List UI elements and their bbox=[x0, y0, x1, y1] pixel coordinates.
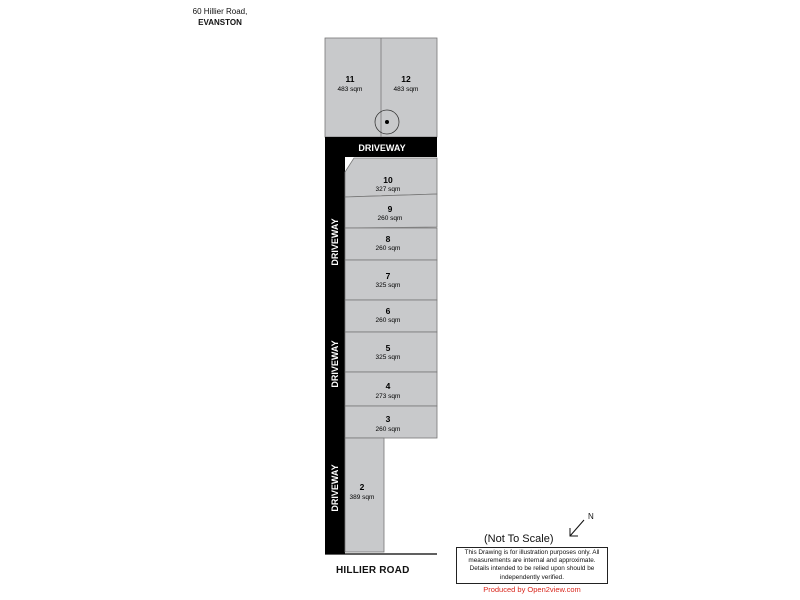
lot-9-number: 9 bbox=[387, 204, 393, 214]
lot-3 bbox=[345, 406, 437, 438]
disclaimer-box: This Drawing is for illustration purposes only. All measurements are internal and approximate. Details intended to be relied upon should be independently verified. bbox=[456, 547, 608, 584]
lot-5-number: 5 bbox=[385, 343, 391, 353]
address-street: 60 Hillier Road, bbox=[192, 7, 248, 16]
credit-text: Produced by Open2view.com bbox=[483, 585, 581, 594]
tree-dot bbox=[385, 120, 389, 124]
north-label: N bbox=[588, 512, 594, 521]
address-suburb: EVANSTON bbox=[198, 18, 242, 27]
north-arrow-icon bbox=[566, 510, 600, 540]
lot-11-area: 483 sqm bbox=[337, 86, 363, 93]
road-name: HILLIER ROAD bbox=[336, 565, 410, 576]
driveway-label-top: DRIVEWAY bbox=[358, 143, 406, 153]
lot-4-number: 4 bbox=[385, 381, 391, 391]
lot-4-area: 273 sqm bbox=[375, 393, 401, 400]
lot-8-number: 8 bbox=[385, 234, 391, 244]
lot-11-number: 11 bbox=[345, 74, 355, 84]
lot-7-area: 325 sqm bbox=[375, 282, 401, 289]
scale-note: (Not To Scale) bbox=[484, 533, 554, 545]
lot-7 bbox=[345, 260, 437, 300]
lot-4 bbox=[345, 372, 437, 406]
lot-10-area: 327 sqm bbox=[375, 186, 401, 193]
lot-12-number: 12 bbox=[401, 74, 411, 84]
lot-7-number: 7 bbox=[385, 271, 391, 281]
lot-6 bbox=[345, 300, 437, 332]
lot-8-area: 260 sqm bbox=[375, 245, 401, 252]
lot-6-area: 260 sqm bbox=[375, 317, 401, 324]
lot-10-number: 10 bbox=[383, 175, 393, 185]
lot-9-area: 260 sqm bbox=[377, 215, 403, 222]
lot-6-number: 6 bbox=[385, 306, 391, 316]
lot-2-number: 2 bbox=[359, 482, 365, 492]
lot-3-number: 3 bbox=[385, 414, 391, 424]
lot-5 bbox=[345, 332, 437, 372]
lot-5-area: 325 sqm bbox=[375, 354, 401, 361]
driveway-label-middle: DRIVEWAY bbox=[330, 340, 340, 388]
lot-2-area: 389 sqm bbox=[349, 494, 375, 501]
lot-12-area: 483 sqm bbox=[393, 86, 419, 93]
lot-8 bbox=[345, 228, 437, 260]
driveway-label-lower: DRIVEWAY bbox=[330, 464, 340, 512]
driveway-label-upper: DRIVEWAY bbox=[330, 218, 340, 266]
lot-3-area: 260 sqm bbox=[375, 426, 401, 433]
